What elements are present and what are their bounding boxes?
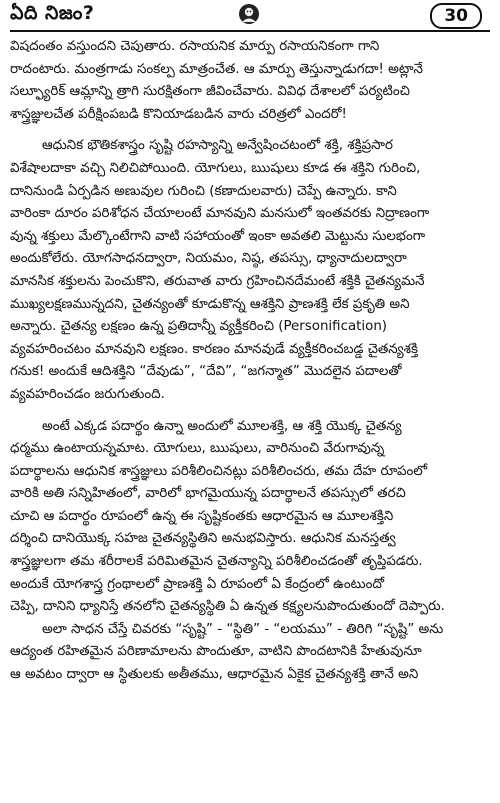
text-line: అంటే ఎక్కడ పదార్థం ఉన్నా అందులో మూలశక్తి, ఆ శక్తి యొక్క చైతన్య xyxy=(42,418,402,434)
text-line: శాస్త్రజ్ఞులచేత పరీక్షింపబడి కొనియాడబడిన వారు చరిత్రలో ఎందరో! xyxy=(10,106,347,122)
text-line: గనుక! అందుకే ఆదిశక్తిని “దేవుడు”, “దేవి”, “జగన్మాత” మొదలైన పదాలతో xyxy=(10,364,402,380)
text-line: ఆద్యంత రహితమైన పరిణామాలను పొందుతూ, వాటిని పొందటానికి హేతువునూ xyxy=(10,644,422,660)
text-line: అందుకే యోగశాస్త్ర గ్రంథాలలో ప్రాణశక్తి ఏ రూపంలో ఏ కేంద్రంలో ఉంటుందో xyxy=(10,576,385,592)
text-line: ఆ అవటం ద్వారా ఆ స్థితులకు అతీతము, ఆధారమైన ఏకైక చైతన్యశక్తి తానే అని xyxy=(10,667,419,683)
text-line: చెప్పి, దానిని ధ్యానిస్తే తనలోని చైతన్యస్థితి ఏ ఉన్నత కక్ష్యలనుపొందుతుందో దెప్పారు. xyxy=(10,599,445,615)
text-line: ముఖ్యలక్షణమున్నదని, చైతన్యంతో కూడుకొన్న ఆశక్తిని ప్రాణశక్తి లేక ప్రకృతి అని xyxy=(10,296,410,312)
text-line: రాదంటారు. మంత్రగాడు సంకల్ప మాత్రంచేత. ఆ మార్పు తెస్తున్నాడుగదా! అట్లానే xyxy=(10,61,423,77)
text-line: సల్ఫ్యూరిక్ ఆమ్లాన్ని త్రాగి సురక్షితంగా జీవించేవారు. వివిధ దేశాలలో పర్యటించి xyxy=(10,84,410,100)
running-title: ఏది నిజం? xyxy=(10,1,95,24)
text-line: దర్శించి దానియొక్క సహజ చైతన్యస్థితిని అనుభవిస్తారు. ఆధునిక మనస్తత్వ xyxy=(10,531,396,547)
text-line: వున్న శక్తులు మేల్కొంటేగాని వాటి సహాయంతో ఇంకా అవతలి మెట్టును సులభంగా xyxy=(10,228,426,244)
paragraph xyxy=(10,135,490,406)
text-line: దానినుండి ఏర్పడిన అణువుల గురించి (కణాదులవారు) చెప్పే ఉన్నారు. కాని xyxy=(10,183,397,199)
page-header xyxy=(10,0,490,32)
body-text xyxy=(10,36,490,687)
text-line: అన్నారు. చైతన్య లక్షణం ఉన్న ప్రతిదాన్నీ వ్యక్తీకరించి (Personification) xyxy=(10,319,388,335)
text-line: వ్యవహరించడం జరుగుతుంది. xyxy=(10,386,165,402)
text-line: వారింకా దూరం పరిశోధన చేయాలంటే మానవుని మనసులో ఇంతవరకు నిద్రాణంగా xyxy=(10,206,430,222)
text-line: ధర్మము ఉంటాయన్నమాట. యోగులు, ఋషులు, వారినుంచి వేరుగావున్న xyxy=(10,441,385,457)
text-line: విషదంతం వస్తుందని చెపుతారు. రసాయనిక మార్పు రసాయనికంగా గాని xyxy=(10,39,380,54)
text-line: అందుకోలేరు. యోగసాధనద్వారా, నియమం, నిష్ఠ, తపస్సు, ధ్యానాదులద్వారా xyxy=(10,251,407,267)
publisher-logo-icon xyxy=(236,2,262,26)
text-line: విశేషాలదాకా వచ్చి నిలిచిపోయింది. యోగులు, ఋషులు కూడ ఈ శక్తిని గురించి, xyxy=(10,160,421,176)
text-line: పదార్థాలను ఆధునిక శాస్త్రజ్ఞులు పరిశీలించినట్లు పరిశీలించరు, తమ దేహ రూపంలో xyxy=(10,463,428,479)
text-line: శాస్త్రజ్ఞులగా తమ శరీరాలకే పరిమితమైన చైతన్యాన్ని పరిశీలించడంతో తృప్తిపడరు. xyxy=(10,554,423,570)
paragraph xyxy=(10,416,490,687)
text-line: చూచి ఆ పదార్థం రూపంలో ఉన్న ఈ సృష్టికంతకు ఆధారమైన ఆ మూలశక్తిని xyxy=(10,508,394,524)
text-line: వారికి అతి సన్నిహితంలో, వారిలో భాగమైయున్న పదార్థాలనే తపస్సులో తరచి xyxy=(10,486,406,502)
text-line: మానసిక శక్తులను పెంచుకొని, తరువాత వారు గ్రహించినదేమంటే శక్తికి చైతన్యమనే xyxy=(10,273,425,289)
text-line: ఆధునిక భౌతికశాస్త్రం సృష్టి రహస్యాన్ని అన్వేషించటంలో శక్తి, శక్తిప్రసార xyxy=(42,138,393,154)
text-line: వ్యవహరించటం మానవుని లక్షణం. కారణం మానవుడే వ్యక్తీకరించబడ్డ చైతన్యశక్తి xyxy=(10,341,419,357)
text-line: అలా సాధన చేస్తే చివరకు “సృష్టి” - “స్థితి” - “లయము” - తిరిగి “సృష్టి” అను xyxy=(42,621,444,637)
page-number: 30 xyxy=(430,3,482,29)
paragraph xyxy=(10,36,490,126)
